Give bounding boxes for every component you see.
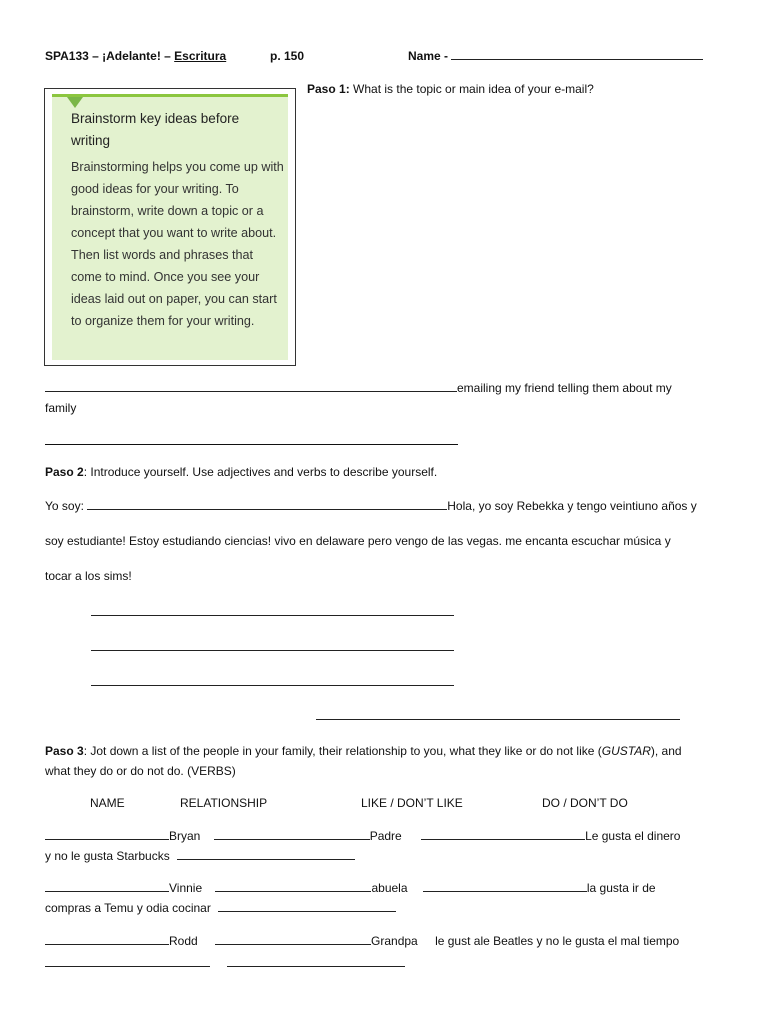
col-like: LIKE / DON’T LIKE [361,796,463,810]
relationship-line[interactable] [214,828,370,840]
paso2-line-4[interactable] [316,719,680,720]
row-name: Bryan [169,829,201,843]
paso2-line-2[interactable] [91,650,454,651]
table-row-cont [45,848,355,864]
tip-box-body: Brainstorming helps you come up with good ideas for your writing. To brainstorm, write down a topic or a concept that you want to write about. Then list words and phrases that come to mind. Once you see your ideas laid out on paper, you can start to organize them for your writing. [71,160,284,328]
relationship-line[interactable] [215,933,371,945]
paso1-answer-cont: family [45,401,77,415]
like-line[interactable] [421,828,585,840]
yo-soy-line[interactable] [87,498,447,510]
row3-line-b[interactable] [227,966,405,967]
row-relationship: abuela [371,881,408,895]
paso2-line-1[interactable] [91,615,454,616]
header-page: p. 150 [270,49,305,63]
paso2-prompt: Paso 2: Introduce yourself. Use adjectives and verbs to describe yourself. [45,465,438,479]
row-relationship: Grandpa [371,934,418,948]
header-course: SPA133 – ¡Adelante! – Escritura [45,49,227,63]
tip-box-title: Brainstorm key ideas before writing [71,111,240,148]
paso1-prompt: Paso 1: What is the topic or main idea of your e-mail? [307,82,594,96]
relationship-line[interactable] [215,880,371,892]
name-line[interactable] [45,933,169,945]
paso1-answer: emailing my friend telling them about my [45,380,672,396]
paso2-answer-b: soy estudiante! Estoy estudiando ciencias! vivo en delaware pero vengo de las vegas. me encanta escuchar música y [45,534,671,548]
col-do: DO / DON’T DO [542,796,628,810]
row-like: Le gusta el dinero [585,829,681,843]
do-line[interactable] [218,900,396,912]
header-section: Escritura [174,49,227,63]
name-line[interactable] [45,880,169,892]
name-line[interactable] [451,48,703,60]
paso1-line-2[interactable] [45,444,458,445]
paso2-answer-c: tocar a los sims! [45,569,132,583]
header-name: Name - [408,48,703,64]
row-like-cont: y no le gusta Starbucks [45,849,170,863]
paso1-line[interactable] [45,380,457,392]
table-row-cont [45,900,396,916]
col-relationship: RELATIONSHIP [180,796,268,810]
table-row [45,880,656,896]
paso3-prompt: Paso 3: Jot down a list of the people in your family, their relationship to you, what they like or do not like (GUSTAR), and what they do or do not do. (VERBS) [45,744,682,778]
name-line[interactable] [45,828,169,840]
tip-box-topbar [52,94,288,97]
row-name: Rodd [169,934,198,948]
like-line[interactable] [423,880,587,892]
paso2-yo-soy: Yo soy: Hola, yo soy Rebekka y tengo veintiuno años y [45,499,697,513]
triangle-marker-icon [67,97,83,108]
row-like: la gusta ir de [586,881,656,895]
row-like: le gust ale Beatles y no le gusta el mal tiempo [435,934,680,948]
col-name: NAME [90,796,125,810]
table-row [45,828,680,844]
table-row [45,933,679,949]
row-relationship: Padre [369,829,402,843]
row3-line-a[interactable] [45,966,210,967]
row-name: Vinnie [169,881,203,895]
row-like-cont: compras a Temu y odia cocinar [45,901,211,915]
paso2-line-3[interactable] [91,685,454,686]
do-line[interactable] [177,848,355,860]
